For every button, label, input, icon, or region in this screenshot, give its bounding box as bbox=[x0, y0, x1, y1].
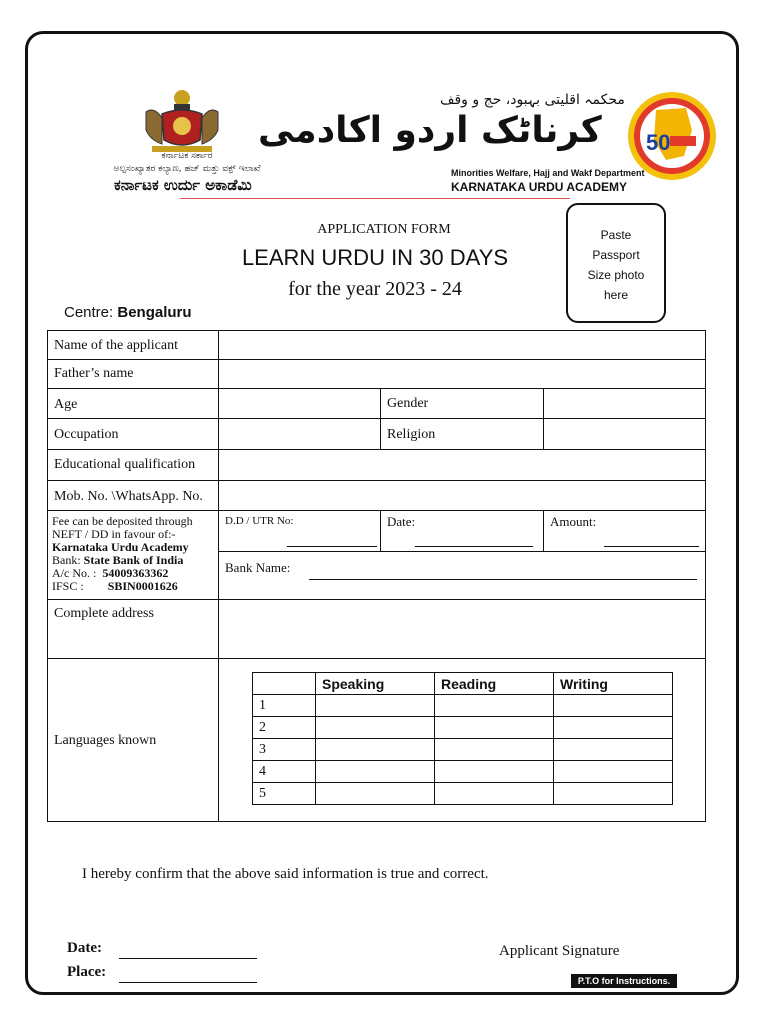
row-number: 5 bbox=[253, 783, 316, 805]
religion-label-cell bbox=[380, 418, 544, 450]
occupation-label: Occupation bbox=[54, 427, 119, 442]
footer-date-field[interactable] bbox=[119, 958, 257, 959]
centre-line bbox=[64, 304, 192, 321]
year-title: for the year 2023 - 24 bbox=[288, 278, 462, 300]
writing-cell[interactable] bbox=[554, 783, 673, 805]
centre-value: Bengaluru bbox=[117, 304, 192, 321]
fee-payee: Karnataka Urdu Academy bbox=[52, 540, 189, 554]
languages-label: Languages known bbox=[54, 733, 157, 748]
bank-value: State Bank of India bbox=[83, 553, 184, 567]
reading-cell[interactable] bbox=[435, 761, 554, 783]
photo-text-line: Paste bbox=[600, 228, 632, 242]
reading-cell[interactable] bbox=[435, 695, 554, 717]
writing-cell[interactable] bbox=[554, 717, 673, 739]
row-number: 2 bbox=[253, 717, 316, 739]
course-title: LEARN URDU IN 30 DAYS bbox=[241, 245, 509, 270]
footer-place-field[interactable] bbox=[119, 982, 257, 983]
education-label: Educational qualification bbox=[54, 457, 196, 472]
mobile-field[interactable] bbox=[218, 480, 706, 511]
gender-label-cell bbox=[380, 388, 544, 419]
photo-text-line: here bbox=[603, 288, 629, 302]
dd-utr-cell[interactable] bbox=[218, 510, 381, 552]
religion-label: Religion bbox=[387, 427, 436, 442]
amount-underline bbox=[604, 546, 699, 547]
writing-cell[interactable] bbox=[554, 761, 673, 783]
age-label-cell bbox=[47, 388, 219, 419]
education-label-cell bbox=[47, 449, 219, 481]
fee-line: Fee can be deposited through bbox=[52, 514, 193, 528]
row-number: 1 bbox=[253, 695, 316, 717]
amount-label: Amount: bbox=[550, 514, 597, 529]
name-field[interactable] bbox=[218, 330, 706, 360]
gender-label: Gender bbox=[387, 396, 429, 411]
name-label-cell bbox=[47, 330, 219, 360]
account-label: A/c No. : bbox=[52, 566, 97, 580]
bank-name-cell[interactable] bbox=[218, 551, 706, 600]
writing-header: Writing bbox=[554, 673, 673, 695]
table-row bbox=[253, 783, 673, 805]
bank-label: Bank: bbox=[52, 553, 81, 567]
languages-table bbox=[252, 672, 673, 805]
fee-line: NEFT / DD in favour of:- bbox=[52, 527, 176, 541]
reading-cell[interactable] bbox=[435, 717, 554, 739]
address-field[interactable] bbox=[218, 599, 706, 659]
confirmation-text: I hereby confirm that the above said information is true and correct. bbox=[82, 866, 489, 882]
footer-date-label: Date: bbox=[67, 940, 102, 956]
dd-utr-underline bbox=[287, 546, 377, 547]
age-label: Age bbox=[54, 397, 78, 412]
kannada-gov-line: ಕರ್ನಾಟಕ ಸರ್ಕಾರ bbox=[161, 151, 213, 161]
kannada-academy-name: ಕರ್ನಾಟಕ ಉರ್ದು ಅಕಾಡೆಮಿ bbox=[114, 176, 252, 194]
religion-field[interactable] bbox=[543, 418, 706, 450]
table-row bbox=[253, 739, 673, 761]
date-underline bbox=[415, 546, 533, 547]
bank-name-underline bbox=[309, 579, 697, 580]
speaking-cell[interactable] bbox=[316, 717, 435, 739]
english-dept-text: Minorities Welfare, Hajj and Wakf Department bbox=[451, 168, 645, 178]
row-number: 3 bbox=[253, 739, 316, 761]
row-number: 4 bbox=[253, 761, 316, 783]
english-academy-name: KARNATAKA URDU ACADEMY bbox=[451, 180, 627, 194]
languages-label-cell bbox=[47, 658, 219, 822]
urdu-dept-text: محکمہ اقلیتی بہبود، حج و وقف bbox=[440, 92, 625, 108]
bank-name-label: Bank Name: bbox=[225, 560, 291, 575]
address-label-cell bbox=[47, 599, 219, 659]
photo-text-line: Passport bbox=[592, 248, 640, 262]
speaking-header: Speaking bbox=[316, 673, 435, 695]
languages-header-blank bbox=[253, 673, 316, 695]
dd-utr-label: D.D / UTR No: bbox=[225, 515, 294, 527]
table-row bbox=[253, 695, 673, 717]
ifsc-label: IFSC : bbox=[52, 579, 84, 593]
account-value: 54009363362 bbox=[102, 566, 169, 580]
applicant-signature-label: Applicant Signature bbox=[499, 943, 620, 959]
father-label-cell bbox=[47, 359, 219, 389]
reading-cell[interactable] bbox=[435, 783, 554, 805]
languages-header-row bbox=[253, 673, 673, 695]
date-label: Date: bbox=[387, 514, 416, 529]
speaking-cell[interactable] bbox=[316, 783, 435, 805]
date-cell[interactable] bbox=[380, 510, 544, 552]
father-name-field[interactable] bbox=[218, 359, 706, 389]
kannada-dept-line: ಅಲ್ಪಸಂಖ್ಯಾತರ ಕಲ್ಯಾಣ, ಹಜ್ ಮತ್ತು ವಕ್ಫ್ ಇಲಾಖೆ bbox=[113, 164, 261, 174]
occupation-field[interactable] bbox=[218, 418, 381, 450]
pto-badge: P.T.O for Instructions. bbox=[571, 974, 677, 988]
amount-cell[interactable] bbox=[543, 510, 706, 552]
urdu-academy-name: کرناٹک اردو اکادمی bbox=[258, 110, 602, 151]
gender-field[interactable] bbox=[543, 388, 706, 419]
mobile-label-cell bbox=[47, 480, 219, 511]
name-label: Name of the applicant bbox=[54, 338, 179, 353]
writing-cell[interactable] bbox=[554, 695, 673, 717]
speaking-cell[interactable] bbox=[316, 739, 435, 761]
address-label: Complete address bbox=[54, 606, 154, 621]
header-divider bbox=[180, 198, 570, 199]
photo-text-line: Size photo bbox=[587, 268, 645, 282]
speaking-cell[interactable] bbox=[316, 695, 435, 717]
reading-cell[interactable] bbox=[435, 739, 554, 761]
occupation-label-cell bbox=[47, 418, 219, 450]
ifsc-value: SBIN0001626 bbox=[107, 579, 178, 593]
table-row bbox=[253, 717, 673, 739]
centre-label: Centre: bbox=[64, 304, 114, 321]
age-field[interactable] bbox=[218, 388, 381, 419]
speaking-cell[interactable] bbox=[316, 761, 435, 783]
svg-text:50: 50 bbox=[646, 130, 671, 155]
reading-header: Reading bbox=[435, 673, 554, 695]
karnataka-emblem-icon bbox=[140, 84, 224, 156]
kannada-government-text bbox=[112, 150, 262, 176]
writing-cell[interactable] bbox=[554, 739, 673, 761]
footer-place-label: Place: bbox=[67, 964, 107, 980]
table-row bbox=[253, 761, 673, 783]
fee-info-cell bbox=[47, 510, 219, 600]
father-label: Father’s name bbox=[54, 366, 134, 381]
education-field[interactable] bbox=[218, 449, 706, 481]
anniversary-logo-icon bbox=[626, 90, 718, 182]
mobile-label: Mob. No. \WhatsApp. No. bbox=[54, 489, 203, 504]
form-type-title: APPLICATION FORM bbox=[317, 222, 451, 237]
